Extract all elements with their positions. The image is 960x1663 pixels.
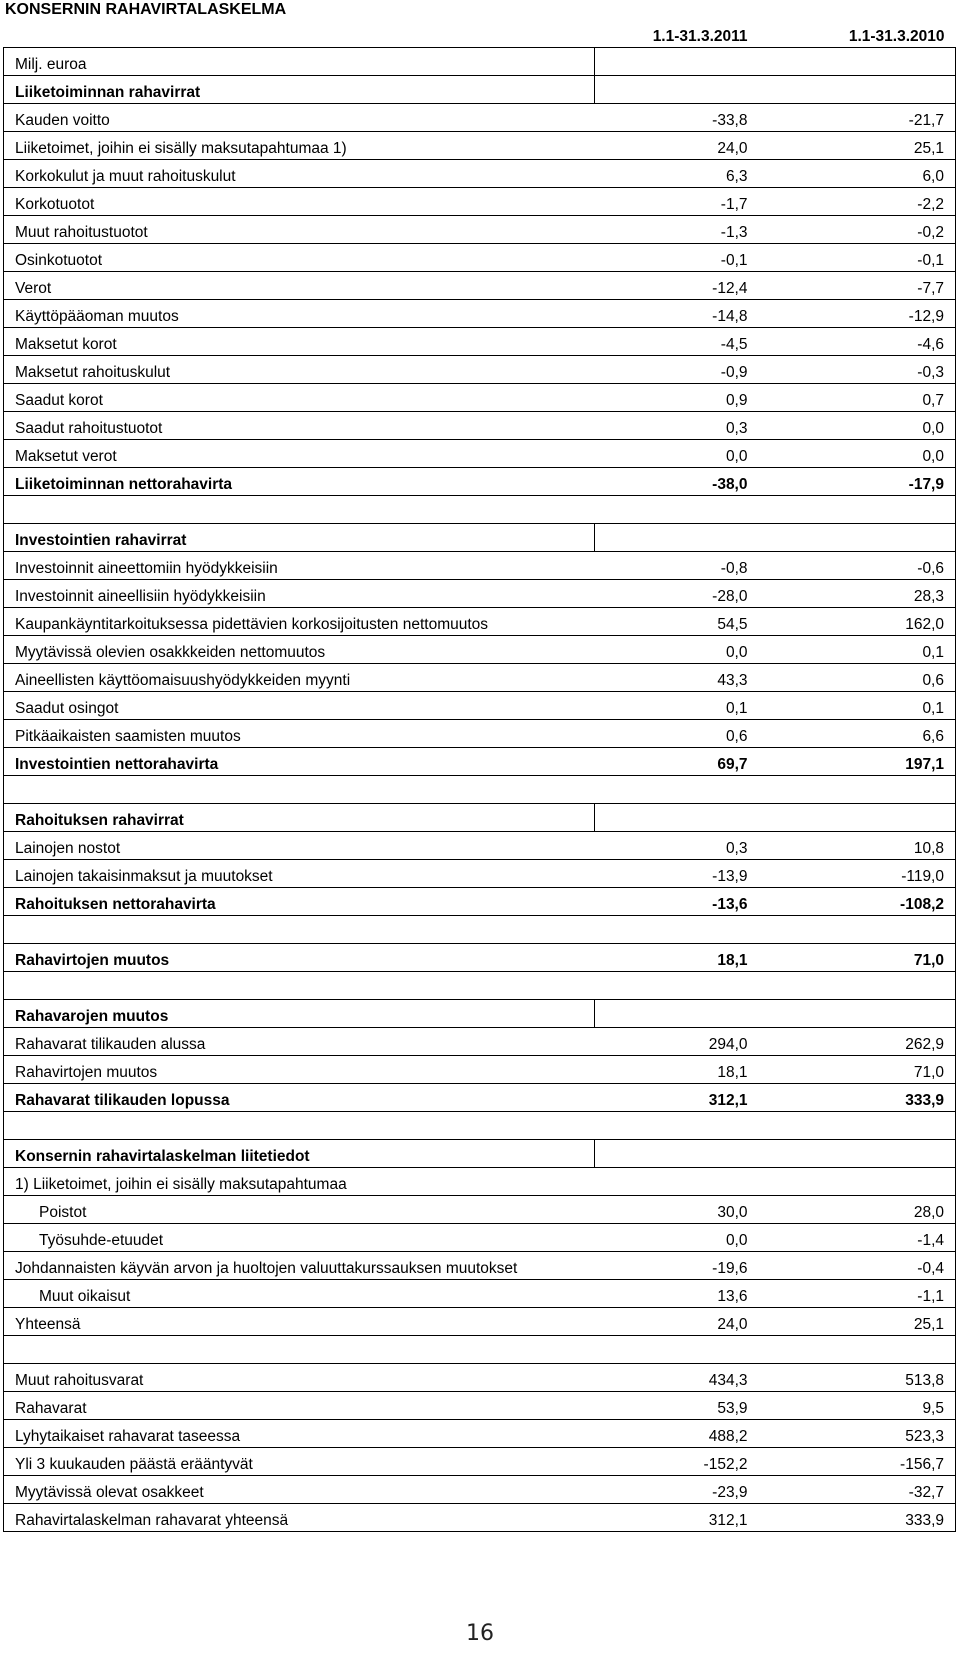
value-current: 54,5	[595, 608, 759, 636]
table-row	[4, 1028, 956, 1056]
row-label: Kauden voitto	[4, 104, 595, 132]
value-previous: -119,0	[759, 860, 956, 888]
table-row	[4, 1224, 956, 1252]
value-current: 43,3	[595, 664, 759, 692]
row-label: Lainojen nostot	[4, 832, 595, 860]
table-row	[4, 244, 956, 272]
row-label: Yhteensä	[4, 1308, 595, 1336]
value-current: -4,5	[595, 328, 759, 356]
row-label: Maksetut verot	[4, 440, 595, 468]
row-label: Korkokulut ja muut rahoituskulut	[4, 160, 595, 188]
row-label: Rahoituksen rahavirrat	[4, 804, 595, 832]
value-previous: 333,9	[759, 1084, 956, 1112]
value-current: -33,8	[595, 104, 759, 132]
row-label	[4, 776, 595, 804]
row-label	[4, 1336, 595, 1364]
value-previous: -0,6	[759, 552, 956, 580]
value-previous: 197,1	[759, 748, 956, 776]
value-current: 294,0	[595, 1028, 759, 1056]
table-row	[4, 328, 956, 356]
row-label: Rahavirtojen muutos	[4, 944, 595, 972]
row-label: Rahavirtojen muutos	[4, 1056, 595, 1084]
value-previous: -0,1	[759, 244, 956, 272]
value-previous: 9,5	[759, 1392, 956, 1420]
row-label: Saadut korot	[4, 384, 595, 412]
row-label: Investoinnit aineettomiin hyödykkeisiin	[4, 552, 595, 580]
row-label: Lyhytaikaiset rahavarat taseessa	[4, 1420, 595, 1448]
value-current: 18,1	[595, 1056, 759, 1084]
value-previous: 162,0	[759, 608, 956, 636]
table-row	[4, 356, 956, 384]
row-label: Työsuhde-etuudet	[4, 1224, 595, 1252]
column-header-previous: 1.1-31.3.2010	[759, 20, 956, 48]
value-current: 6,3	[595, 160, 759, 188]
value-previous: -17,9	[759, 468, 956, 496]
table-row	[4, 384, 956, 412]
row-label: Investointien rahavirrat	[4, 524, 595, 552]
value-previous	[759, 916, 956, 944]
table-row	[4, 664, 956, 692]
row-label: Liiketoiminnan nettorahavirta	[4, 468, 595, 496]
total-row	[4, 944, 956, 972]
column-header-blank	[4, 20, 595, 48]
value-previous: 0,1	[759, 692, 956, 720]
row-label: Rahavirtalaskelman rahavarat yhteensä	[4, 1504, 595, 1532]
column-header-current: 1.1-31.3.2011	[595, 20, 759, 48]
value-current: 488,2	[595, 1420, 759, 1448]
value-current	[595, 776, 759, 804]
spacer-row	[4, 972, 956, 1000]
table-row	[4, 720, 956, 748]
value-current: 434,3	[595, 1364, 759, 1392]
row-label: Liiketoiminnan rahavirrat	[4, 76, 595, 104]
row-label: Investoinnit aineellisiin hyödykkeisiin	[4, 580, 595, 608]
row-label: Verot	[4, 272, 595, 300]
value-previous: 333,9	[759, 1504, 956, 1532]
spacer-row	[4, 776, 956, 804]
value-current	[595, 76, 759, 104]
value-current: 0,0	[595, 440, 759, 468]
value-current	[595, 1168, 759, 1196]
value-current: 53,9	[595, 1392, 759, 1420]
value-previous: 28,3	[759, 580, 956, 608]
row-label: Käyttöpääoman muutos	[4, 300, 595, 328]
table-row	[4, 1420, 956, 1448]
row-label: Rahoituksen nettorahavirta	[4, 888, 595, 916]
value-previous: -2,2	[759, 188, 956, 216]
table-row	[4, 1392, 956, 1420]
total-row	[4, 748, 956, 776]
table-row	[4, 1364, 956, 1392]
value-current	[595, 1000, 759, 1028]
page-number: 16	[466, 1621, 494, 1646]
value-previous: -1,1	[759, 1280, 956, 1308]
value-previous: 0,0	[759, 412, 956, 440]
value-current: 0,3	[595, 412, 759, 440]
value-previous: -0,2	[759, 216, 956, 244]
row-label: Pitkäaikaisten saamisten muutos	[4, 720, 595, 748]
spacer-row	[4, 1336, 956, 1364]
table-row	[4, 1448, 956, 1476]
table-row	[4, 1504, 956, 1532]
value-current: -12,4	[595, 272, 759, 300]
cash-flow-table	[3, 20, 956, 1532]
value-current: 0,6	[595, 720, 759, 748]
row-label: Rahavarat tilikauden alussa	[4, 1028, 595, 1056]
value-previous	[759, 1336, 956, 1364]
document-title: KONSERNIN RAHAVIRTALASKELMA	[5, 1, 287, 18]
spacer-row	[4, 1112, 956, 1140]
row-label: Korkotuotot	[4, 188, 595, 216]
table-row	[4, 1308, 956, 1336]
value-previous	[759, 776, 956, 804]
row-label	[4, 916, 595, 944]
value-previous	[759, 1112, 956, 1140]
row-label	[4, 972, 595, 1000]
value-current: 13,6	[595, 1280, 759, 1308]
value-previous: 0,6	[759, 664, 956, 692]
table-row	[4, 300, 956, 328]
value-previous: 25,1	[759, 132, 956, 160]
row-label: Aineellisten käyttöomaisuushyödykkeiden myynti	[4, 664, 595, 692]
spacer-row	[4, 916, 956, 944]
value-current: -152,2	[595, 1448, 759, 1476]
section-header-row	[4, 524, 956, 552]
value-previous	[759, 1140, 956, 1168]
value-previous: 28,0	[759, 1196, 956, 1224]
value-current: -0,9	[595, 356, 759, 384]
table-row	[4, 412, 956, 440]
total-row	[4, 1084, 956, 1112]
row-label: Muut rahoitusvarat	[4, 1364, 595, 1392]
section-header-row	[4, 804, 956, 832]
row-label: Investointien nettorahavirta	[4, 748, 595, 776]
value-previous	[759, 48, 956, 76]
table-row	[4, 580, 956, 608]
table-row	[4, 832, 956, 860]
row-label: Yli 3 kuukauden päästä erääntyvät	[4, 1448, 595, 1476]
table-row	[4, 1252, 956, 1280]
value-current: -23,9	[595, 1476, 759, 1504]
row-label: Muut rahoitustuotot	[4, 216, 595, 244]
row-label: Maksetut rahoituskulut	[4, 356, 595, 384]
row-label: 1) Liiketoimet, joihin ei sisälly maksutapahtumaa	[4, 1168, 595, 1196]
value-previous: -21,7	[759, 104, 956, 132]
value-current: -19,6	[595, 1252, 759, 1280]
value-previous: 71,0	[759, 944, 956, 972]
value-current: 0,0	[595, 636, 759, 664]
value-previous: -1,4	[759, 1224, 956, 1252]
value-current	[595, 1112, 759, 1140]
value-previous	[759, 972, 956, 1000]
value-previous: 10,8	[759, 832, 956, 860]
table-row	[4, 1476, 956, 1504]
value-current: 0,9	[595, 384, 759, 412]
table-row	[4, 216, 956, 244]
value-current	[595, 804, 759, 832]
value-previous: -32,7	[759, 1476, 956, 1504]
value-previous: -7,7	[759, 272, 956, 300]
row-label: Poistot	[4, 1196, 595, 1224]
row-label: Liiketoimet, joihin ei sisälly maksutapahtumaa 1)	[4, 132, 595, 160]
value-current: -0,1	[595, 244, 759, 272]
spacer-row	[4, 496, 956, 524]
table-row	[4, 160, 956, 188]
value-current: -1,3	[595, 216, 759, 244]
table-row	[4, 1056, 956, 1084]
value-previous: 71,0	[759, 1056, 956, 1084]
value-current: 0,3	[595, 832, 759, 860]
value-previous: 262,9	[759, 1028, 956, 1056]
value-previous: 0,7	[759, 384, 956, 412]
row-label: Lainojen takaisinmaksut ja muutokset	[4, 860, 595, 888]
value-current: -13,6	[595, 888, 759, 916]
value-current: -13,9	[595, 860, 759, 888]
row-label: Johdannaisten käyvän arvon ja huoltojen valuuttakurssauksen muutokset	[4, 1252, 595, 1280]
value-current: 69,7	[595, 748, 759, 776]
value-previous: 6,0	[759, 160, 956, 188]
table-row	[4, 636, 956, 664]
table-row	[4, 104, 956, 132]
row-label: Muut oikaisut	[4, 1280, 595, 1308]
value-current: 30,0	[595, 1196, 759, 1224]
value-previous: -0,4	[759, 1252, 956, 1280]
value-previous: 513,8	[759, 1364, 956, 1392]
row-label: Milj. euroa	[4, 48, 595, 76]
row-label: Rahavarojen muutos	[4, 1000, 595, 1028]
value-current	[595, 496, 759, 524]
row-label: Maksetut korot	[4, 328, 595, 356]
table-row	[4, 440, 956, 468]
value-current: 18,1	[595, 944, 759, 972]
value-current	[595, 916, 759, 944]
row-label	[4, 496, 595, 524]
section-header-row	[4, 1000, 956, 1028]
table-row	[4, 1168, 956, 1196]
value-previous: 0,1	[759, 636, 956, 664]
row-label: Rahavarat tilikauden lopussa	[4, 1084, 595, 1112]
value-current	[595, 1140, 759, 1168]
table-row	[4, 692, 956, 720]
table-row	[4, 132, 956, 160]
value-current: 0,1	[595, 692, 759, 720]
value-current: -28,0	[595, 580, 759, 608]
value-current: -38,0	[595, 468, 759, 496]
value-current	[595, 524, 759, 552]
row-label: Myytävissä olevat osakkeet	[4, 1476, 595, 1504]
table-row	[4, 188, 956, 216]
total-row	[4, 468, 956, 496]
value-current: 312,1	[595, 1504, 759, 1532]
table-row	[4, 552, 956, 580]
value-previous: -108,2	[759, 888, 956, 916]
column-header-row	[4, 20, 956, 48]
section-header-row	[4, 76, 956, 104]
value-previous: 25,1	[759, 1308, 956, 1336]
value-current: 312,1	[595, 1084, 759, 1112]
value-previous	[759, 1168, 956, 1196]
value-current: -0,8	[595, 552, 759, 580]
row-label: Saadut rahoitustuotot	[4, 412, 595, 440]
value-previous: -12,9	[759, 300, 956, 328]
table-row	[4, 608, 956, 636]
row-label	[4, 1112, 595, 1140]
value-current	[595, 48, 759, 76]
value-previous: 6,6	[759, 720, 956, 748]
value-previous	[759, 804, 956, 832]
total-row	[4, 888, 956, 916]
value-previous: -4,6	[759, 328, 956, 356]
value-current	[595, 1336, 759, 1364]
value-previous: -156,7	[759, 1448, 956, 1476]
table-row	[4, 1196, 956, 1224]
row-label: Konsernin rahavirtalaskelman liitetiedot	[4, 1140, 595, 1168]
row-label: Osinkotuotot	[4, 244, 595, 272]
section-header-row	[4, 1140, 956, 1168]
row-label: Rahavarat	[4, 1392, 595, 1420]
table-row	[4, 48, 956, 76]
value-current: -14,8	[595, 300, 759, 328]
value-previous	[759, 524, 956, 552]
value-current: -1,7	[595, 188, 759, 216]
table-row	[4, 1280, 956, 1308]
value-current: 24,0	[595, 132, 759, 160]
table-row	[4, 860, 956, 888]
value-previous: 0,0	[759, 440, 956, 468]
value-current: 0,0	[595, 1224, 759, 1252]
value-previous: -0,3	[759, 356, 956, 384]
row-label: Kaupankäyntitarkoituksessa pidettävien korkosijoitusten nettomuutos	[4, 608, 595, 636]
value-previous: 523,3	[759, 1420, 956, 1448]
value-previous	[759, 496, 956, 524]
table-row	[4, 272, 956, 300]
row-label: Myytävissä olevien osakkkeiden nettomuutos	[4, 636, 595, 664]
value-previous	[759, 1000, 956, 1028]
row-label: Saadut osingot	[4, 692, 595, 720]
value-current	[595, 972, 759, 1000]
value-previous	[759, 76, 956, 104]
value-current: 24,0	[595, 1308, 759, 1336]
